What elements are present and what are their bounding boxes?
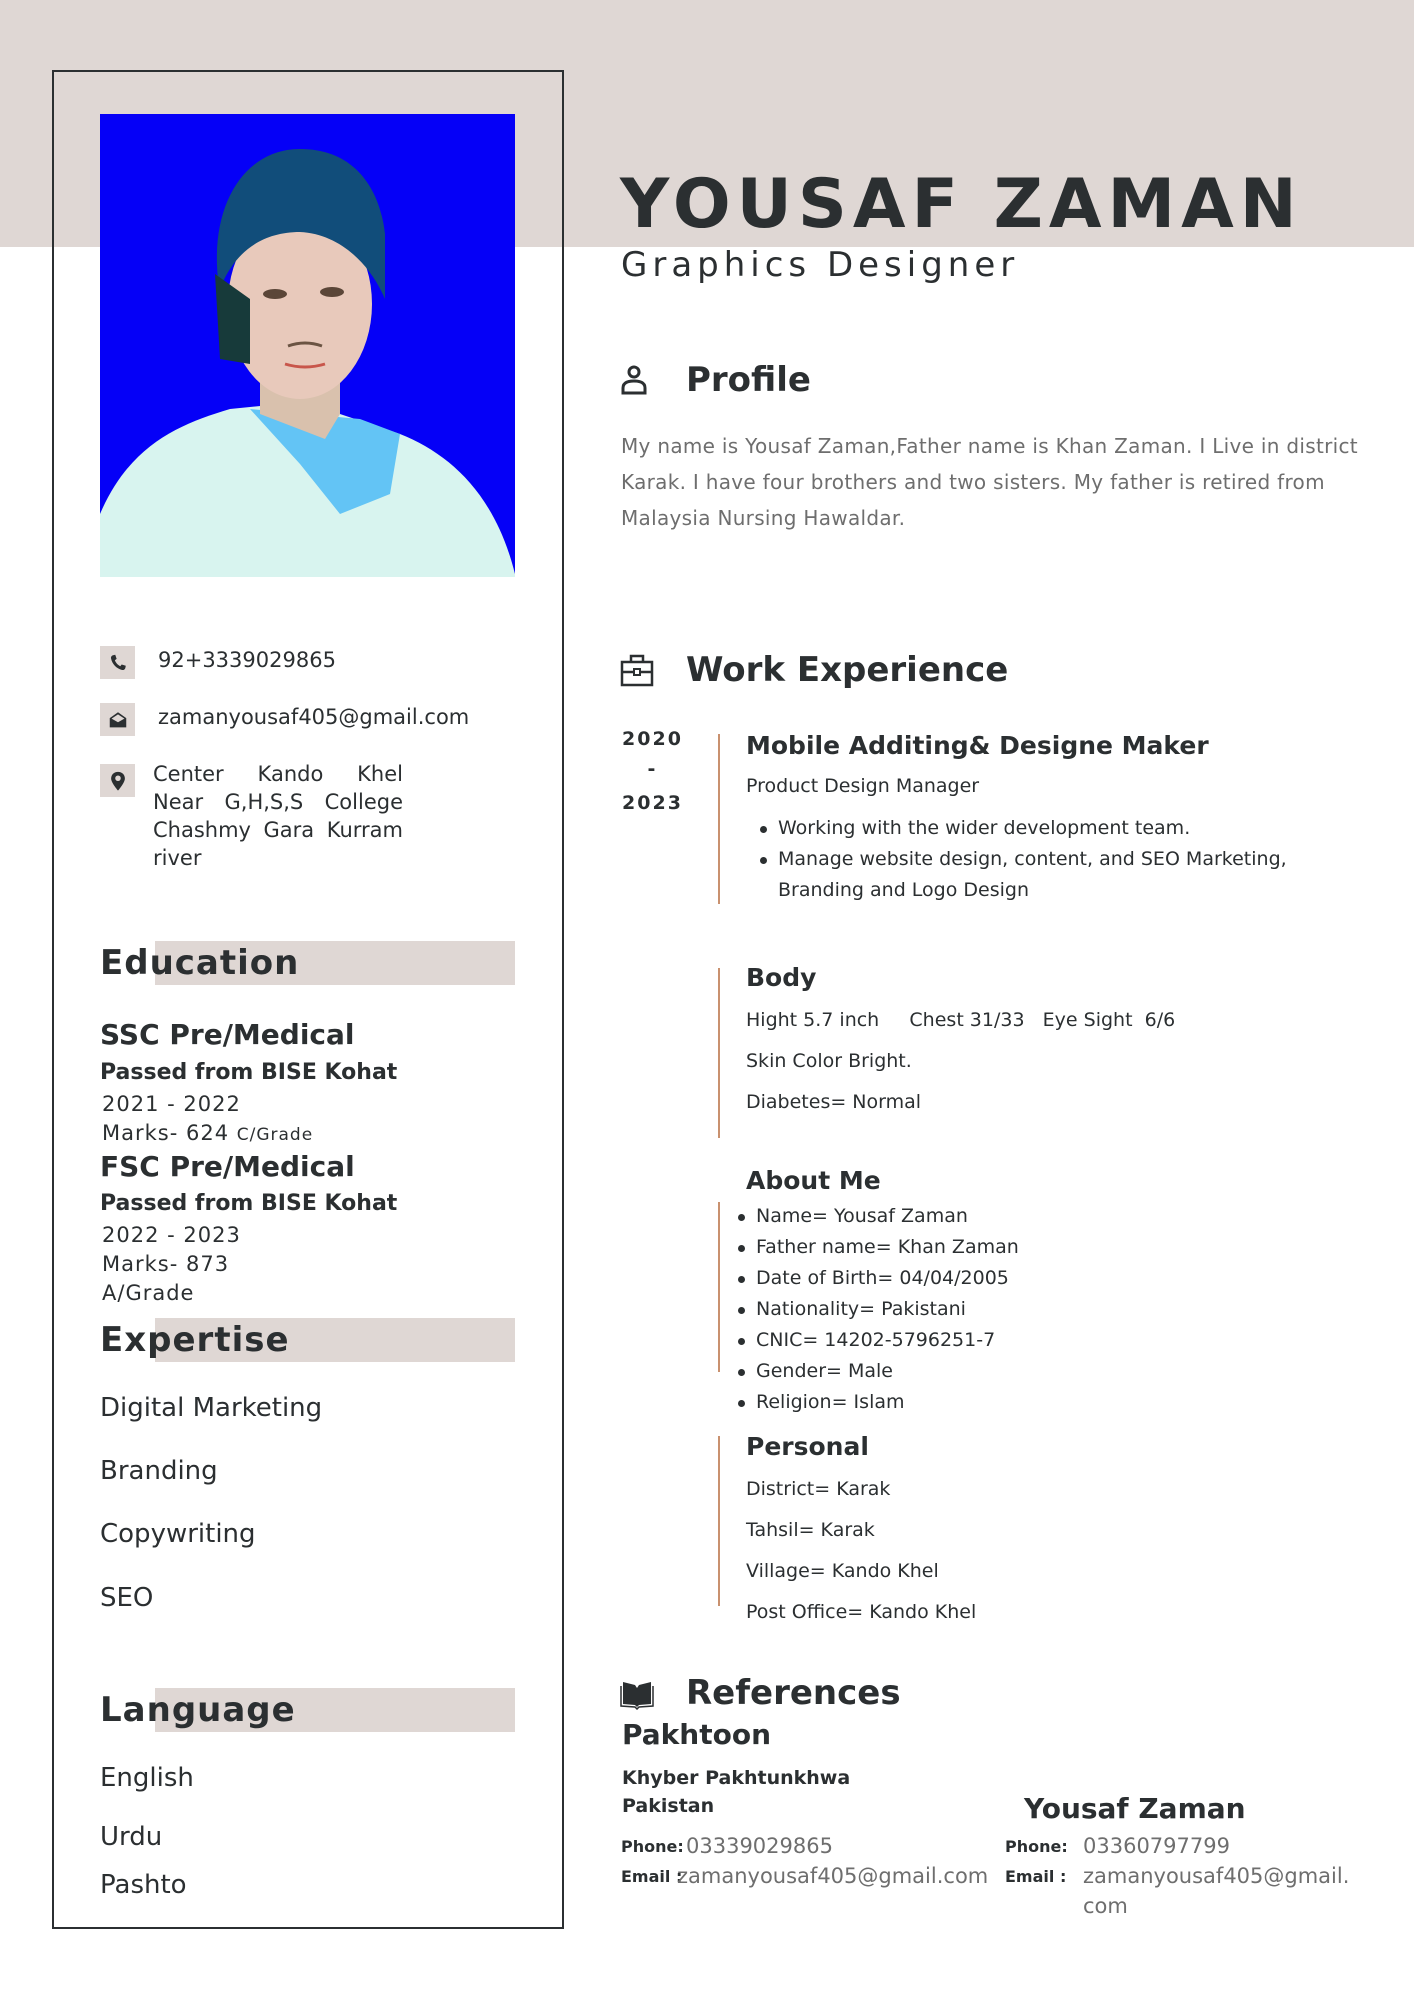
expertise-item: Copywriting bbox=[100, 1519, 256, 1549]
education-title-1: SSC Pre/Medical bbox=[100, 1018, 355, 1051]
address-text: Center Kando Khel Near G,H,S,S College Chashmy Gara Kurram river bbox=[153, 762, 403, 870]
contact-email bbox=[100, 703, 469, 736]
about-item: Date of Birth= 04/04/2005 bbox=[738, 1263, 1238, 1294]
open-book-icon bbox=[620, 1676, 654, 1710]
timeline-line bbox=[718, 968, 720, 1138]
personal-line: Village= Kando Khel bbox=[746, 1560, 939, 1582]
timeline-line bbox=[718, 734, 720, 904]
education-institution-2: Passed from BISE Kohat bbox=[100, 1191, 398, 1216]
work-end-year: 2023 bbox=[622, 792, 683, 814]
body-line: Hight 5.7 inch Chest 31/33 Eye Sight 6/6 bbox=[746, 1009, 1176, 1031]
references-heading bbox=[620, 1673, 901, 1713]
phone-number[interactable]: 92+3339029865 bbox=[158, 648, 336, 672]
job-bullets bbox=[760, 813, 1300, 906]
body-heading: Body bbox=[746, 963, 817, 992]
job-bullet: Working with the wider development team. bbox=[760, 813, 1300, 844]
expertise-item: Branding bbox=[100, 1456, 218, 1486]
envelope-open-icon bbox=[100, 703, 135, 736]
job-role: Product Design Manager bbox=[746, 775, 980, 797]
language-item: Urdu bbox=[100, 1822, 163, 1852]
briefcase-icon bbox=[620, 653, 654, 687]
reference-right-name: Yousaf Zaman bbox=[1024, 1792, 1246, 1825]
language-item: Pashto bbox=[100, 1870, 187, 1900]
profile-heading bbox=[620, 360, 811, 400]
about-item: Nationality= Pakistani bbox=[738, 1294, 1238, 1325]
reference-left-phone[interactable]: 03339029865 bbox=[686, 1834, 833, 1858]
reference-right-email-label: Email : bbox=[1005, 1867, 1067, 1886]
grade-value: C/Grade bbox=[236, 1125, 314, 1145]
education-marks-2: Marks- 873 bbox=[102, 1252, 230, 1276]
work-start-year: 2020 bbox=[622, 728, 683, 750]
marks-value: Marks- 624 bbox=[102, 1121, 230, 1145]
education-years-1: 2021 - 2022 bbox=[102, 1092, 241, 1116]
education-years-2: 2022 - 2023 bbox=[102, 1223, 241, 1247]
phone-icon bbox=[100, 646, 135, 679]
about-item: Gender= Male bbox=[738, 1356, 1238, 1387]
about-item: CNIC= 14202-5796251-7 bbox=[738, 1325, 1238, 1356]
portrait-image bbox=[100, 114, 515, 577]
timeline-line bbox=[718, 1202, 720, 1372]
contact-phone bbox=[100, 646, 336, 679]
reference-right-phone-label: Phone: bbox=[1005, 1837, 1068, 1856]
user-icon bbox=[620, 363, 654, 397]
reference-left-line1: Khyber Pakhtunkhwa bbox=[622, 1767, 851, 1789]
expertise-heading bbox=[100, 1318, 515, 1362]
resume-title: Graphics Designer bbox=[621, 245, 1020, 285]
body-line: Skin Color Bright. bbox=[746, 1050, 912, 1072]
education-grade-2: A/Grade bbox=[102, 1281, 195, 1305]
expertise-item: SEO bbox=[100, 1583, 154, 1613]
education-heading bbox=[100, 941, 515, 985]
about-heading: About Me bbox=[746, 1166, 881, 1195]
language-heading-label: Language bbox=[100, 1690, 296, 1730]
reference-right-email[interactable]: zamanyousaf405@gmail. com bbox=[1083, 1864, 1350, 1918]
about-list bbox=[738, 1201, 1238, 1418]
about-item: Religion= Islam bbox=[738, 1387, 1238, 1418]
email-address[interactable]: zamanyousaf405@gmail.com bbox=[158, 705, 470, 729]
job-bullet: Manage website design, content, and SEO Marketing, Branding and Logo Design bbox=[760, 844, 1300, 906]
work-experience-heading bbox=[620, 650, 1008, 690]
personal-heading: Personal bbox=[746, 1432, 869, 1461]
reference-left-name: Pakhtoon bbox=[622, 1718, 772, 1751]
resume-name: YOUSAF ZAMAN bbox=[620, 165, 1303, 244]
job-title: Mobile Additing& Designe Maker bbox=[746, 731, 1209, 760]
reference-left-phone-label: Phone: bbox=[621, 1837, 684, 1856]
contact-address bbox=[100, 760, 403, 872]
reference-left-email[interactable]: zamanyousaf405@gmail.com bbox=[677, 1864, 989, 1888]
personal-line: Post Office= Kando Khel bbox=[746, 1601, 977, 1623]
body-line: Diabetes= Normal bbox=[746, 1091, 922, 1113]
personal-line: District= Karak bbox=[746, 1478, 891, 1500]
work-experience-heading-label: Work Experience bbox=[686, 650, 1009, 690]
education-title-2: FSC Pre/Medical bbox=[100, 1150, 355, 1183]
profile-text: My name is Yousaf Zaman,Father name is Khan Zaman. I Live in district Karak. I have four brothers and two sisters. My father is retired from Malaysia Nursing Hawaldar. bbox=[621, 434, 1358, 530]
timeline-line bbox=[718, 1436, 720, 1606]
personal-line: Tahsil= Karak bbox=[746, 1519, 875, 1541]
expertise-heading-label: Expertise bbox=[100, 1320, 290, 1360]
language-item: English bbox=[100, 1763, 194, 1793]
profile-photo bbox=[100, 114, 515, 577]
education-heading-label: Education bbox=[100, 943, 300, 983]
about-item: Father name= Khan Zaman bbox=[738, 1232, 1238, 1263]
reference-right-phone[interactable]: 03360797799 bbox=[1083, 1834, 1230, 1858]
education-marks-1 bbox=[102, 1121, 313, 1145]
map-pin-icon bbox=[100, 764, 135, 797]
profile-heading-label: Profile bbox=[686, 360, 811, 400]
reference-left-email-label: Email : bbox=[621, 1867, 683, 1886]
expertise-item: Digital Marketing bbox=[100, 1393, 323, 1423]
language-heading bbox=[100, 1688, 515, 1732]
about-item: Name= Yousaf Zaman bbox=[738, 1201, 1238, 1232]
work-year-dash: - bbox=[647, 758, 658, 780]
reference-left-line2: Pakistan bbox=[622, 1795, 715, 1817]
references-heading-label: References bbox=[686, 1673, 901, 1713]
education-institution-1: Passed from BISE Kohat bbox=[100, 1060, 398, 1085]
